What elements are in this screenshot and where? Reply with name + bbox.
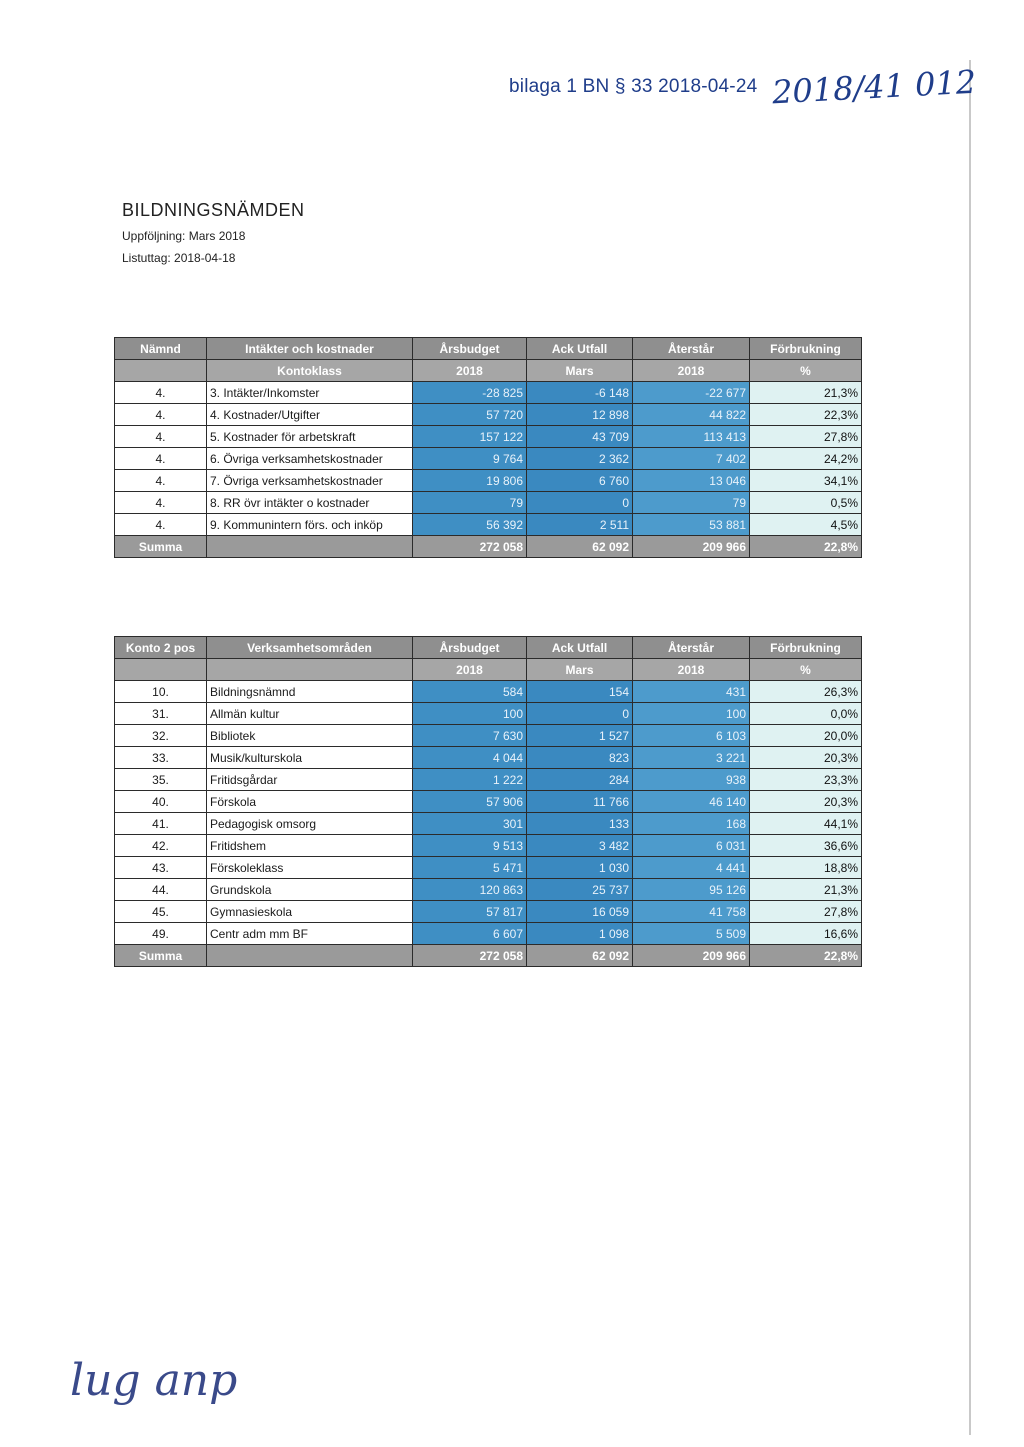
row-name: 7. Övriga verksamhetskostnader [207, 470, 413, 492]
row-name: Förskoleklass [207, 857, 413, 879]
row-remaining: 113 413 [633, 426, 750, 448]
sum-budget: 272 058 [413, 945, 527, 967]
table-row [115, 923, 862, 945]
column-header: Konto 2 pos [115, 637, 207, 659]
column-header: Återstår [633, 338, 750, 360]
row-budget: 79 [413, 492, 527, 514]
table-header-row [115, 338, 862, 360]
column-header: Förbrukning [750, 338, 862, 360]
row-code: 4. [115, 382, 207, 404]
sum-consumption: 22,8% [750, 536, 862, 558]
table-subheader-row [115, 659, 862, 681]
row-code: 49. [115, 923, 207, 945]
table-row [115, 514, 862, 536]
row-budget: 1 222 [413, 769, 527, 791]
row-actual: 0 [527, 703, 633, 725]
column-header: Årsbudget [413, 338, 527, 360]
account-class-table [114, 337, 862, 558]
row-code: 31. [115, 703, 207, 725]
row-remaining: 5 509 [633, 923, 750, 945]
row-actual: 3 482 [527, 835, 633, 857]
row-budget: 157 122 [413, 426, 527, 448]
row-consumption: 27,8% [750, 901, 862, 923]
column-subheader: 2018 [633, 659, 750, 681]
column-subheader: Mars [527, 659, 633, 681]
row-consumption: 36,6% [750, 835, 862, 857]
row-name: Musik/kulturskola [207, 747, 413, 769]
column-subheader: % [750, 659, 862, 681]
row-remaining: 46 140 [633, 791, 750, 813]
row-consumption: 27,8% [750, 426, 862, 448]
table-row [115, 791, 862, 813]
row-remaining: 100 [633, 703, 750, 725]
page-edge-rule [969, 60, 971, 1435]
row-budget: 4 044 [413, 747, 527, 769]
row-consumption: 44,1% [750, 813, 862, 835]
table-row [115, 382, 862, 404]
table-row [115, 901, 862, 923]
row-code: 4. [115, 514, 207, 536]
row-remaining: 6 031 [633, 835, 750, 857]
sum-remaining: 209 966 [633, 945, 750, 967]
column-subheader: Mars [527, 360, 633, 382]
row-actual: 11 766 [527, 791, 633, 813]
sum-actual: 62 092 [527, 945, 633, 967]
row-remaining: 53 881 [633, 514, 750, 536]
row-code: 45. [115, 901, 207, 923]
column-header: Återstår [633, 637, 750, 659]
row-budget: 6 607 [413, 923, 527, 945]
row-budget: -28 825 [413, 382, 527, 404]
row-actual: 154 [527, 681, 633, 703]
table-sum-row [115, 536, 862, 558]
row-name: 4. Kostnader/Utgifter [207, 404, 413, 426]
row-name: 6. Övriga verksamhetskostnader [207, 448, 413, 470]
handwritten-signature: lug anp [70, 1355, 238, 1406]
row-actual: 6 760 [527, 470, 633, 492]
row-budget: 584 [413, 681, 527, 703]
row-budget: 9 764 [413, 448, 527, 470]
row-code: 43. [115, 857, 207, 879]
column-header: Förbrukning [750, 637, 862, 659]
row-consumption: 18,8% [750, 857, 862, 879]
row-actual: 25 737 [527, 879, 633, 901]
table-row [115, 703, 862, 725]
row-actual: 1 030 [527, 857, 633, 879]
column-header: Ack Utfall [527, 637, 633, 659]
row-actual: 284 [527, 769, 633, 791]
row-consumption: 34,1% [750, 470, 862, 492]
row-consumption: 24,2% [750, 448, 862, 470]
attachment-reference: bilaga 1 BN § 33 2018-04-24 [509, 76, 758, 97]
column-header: Verksamhetsområden [207, 637, 413, 659]
table-row [115, 426, 862, 448]
table-row [115, 404, 862, 426]
row-name: Pedagogisk omsorg [207, 813, 413, 835]
row-consumption: 23,3% [750, 769, 862, 791]
row-code: 4. [115, 470, 207, 492]
row-actual: -6 148 [527, 382, 633, 404]
sum-remaining: 209 966 [633, 536, 750, 558]
row-code: 44. [115, 879, 207, 901]
column-header: Intäkter och kostnader [207, 338, 413, 360]
org-title: BILDNINGSNÄMDEN [122, 200, 305, 220]
row-remaining: 44 822 [633, 404, 750, 426]
row-actual: 1 527 [527, 725, 633, 747]
column-subheader: Kontoklass [207, 360, 413, 382]
row-remaining: -22 677 [633, 382, 750, 404]
row-actual: 0 [527, 492, 633, 514]
table-row [115, 769, 862, 791]
row-budget: 7 630 [413, 725, 527, 747]
row-budget: 19 806 [413, 470, 527, 492]
row-consumption: 4,5% [750, 514, 862, 536]
row-actual: 133 [527, 813, 633, 835]
column-header: Ack Utfall [527, 338, 633, 360]
row-actual: 1 098 [527, 923, 633, 945]
table-row [115, 747, 862, 769]
row-remaining: 431 [633, 681, 750, 703]
row-consumption: 20,3% [750, 747, 862, 769]
column-subheader [115, 360, 207, 382]
row-remaining: 938 [633, 769, 750, 791]
row-name: Förskola [207, 791, 413, 813]
row-remaining: 79 [633, 492, 750, 514]
column-subheader: % [750, 360, 862, 382]
sum-actual: 62 092 [527, 536, 633, 558]
table-sum-row [115, 945, 862, 967]
row-code: 4. [115, 404, 207, 426]
row-remaining: 4 441 [633, 857, 750, 879]
row-code: 4. [115, 448, 207, 470]
row-code: 4. [115, 492, 207, 514]
row-budget: 100 [413, 703, 527, 725]
row-code: 35. [115, 769, 207, 791]
row-remaining: 168 [633, 813, 750, 835]
row-name: Fritidsgårdar [207, 769, 413, 791]
sum-name-cell [207, 945, 413, 967]
row-budget: 120 863 [413, 879, 527, 901]
row-code: 40. [115, 791, 207, 813]
column-subheader: 2018 [413, 360, 527, 382]
table-row [115, 492, 862, 514]
row-remaining: 6 103 [633, 725, 750, 747]
row-remaining: 13 046 [633, 470, 750, 492]
row-code: 33. [115, 747, 207, 769]
table-row [115, 813, 862, 835]
row-remaining: 3 221 [633, 747, 750, 769]
column-header: Årsbudget [413, 637, 527, 659]
row-actual: 12 898 [527, 404, 633, 426]
row-actual: 2 511 [527, 514, 633, 536]
row-actual: 16 059 [527, 901, 633, 923]
activity-area-table [114, 636, 862, 967]
sum-label: Summa [115, 536, 207, 558]
column-header: Nämnd [115, 338, 207, 360]
handwritten-case-number: 2018/41 012 [771, 62, 978, 112]
row-name: Gymnasieskola [207, 901, 413, 923]
table-row [115, 470, 862, 492]
row-budget: 5 471 [413, 857, 527, 879]
table-subheader-row [115, 360, 862, 382]
row-code: 32. [115, 725, 207, 747]
row-budget: 9 513 [413, 835, 527, 857]
row-consumption: 20,3% [750, 791, 862, 813]
table-row [115, 835, 862, 857]
row-code: 41. [115, 813, 207, 835]
row-remaining: 41 758 [633, 901, 750, 923]
table-row [115, 681, 862, 703]
row-consumption: 0,0% [750, 703, 862, 725]
followup-period: Uppföljning: Mars 2018 [122, 229, 246, 243]
column-subheader: 2018 [413, 659, 527, 681]
row-budget: 57 720 [413, 404, 527, 426]
row-actual: 43 709 [527, 426, 633, 448]
row-remaining: 95 126 [633, 879, 750, 901]
row-name: Centr adm mm BF [207, 923, 413, 945]
row-code: 4. [115, 426, 207, 448]
row-consumption: 0,5% [750, 492, 862, 514]
sum-label: Summa [115, 945, 207, 967]
row-code: 10. [115, 681, 207, 703]
table-row [115, 879, 862, 901]
row-name: Bibliotek [207, 725, 413, 747]
row-budget: 301 [413, 813, 527, 835]
row-budget: 56 392 [413, 514, 527, 536]
row-name: Grundskola [207, 879, 413, 901]
sum-budget: 272 058 [413, 536, 527, 558]
row-name: 5. Kostnader för arbetskraft [207, 426, 413, 448]
column-subheader: 2018 [633, 360, 750, 382]
row-name: Fritidshem [207, 835, 413, 857]
row-budget: 57 906 [413, 791, 527, 813]
row-consumption: 21,3% [750, 879, 862, 901]
table-row [115, 448, 862, 470]
row-name: 8. RR övr intäkter o kostnader [207, 492, 413, 514]
sum-consumption: 22,8% [750, 945, 862, 967]
table-row [115, 725, 862, 747]
table-header-row [115, 637, 862, 659]
row-code: 42. [115, 835, 207, 857]
row-actual: 2 362 [527, 448, 633, 470]
table-row [115, 857, 862, 879]
row-actual: 823 [527, 747, 633, 769]
row-remaining: 7 402 [633, 448, 750, 470]
column-subheader [115, 659, 207, 681]
row-name: Bildningsnämnd [207, 681, 413, 703]
extract-date: Listuttag: 2018-04-18 [122, 251, 236, 265]
row-consumption: 22,3% [750, 404, 862, 426]
row-consumption: 16,6% [750, 923, 862, 945]
sum-name-cell [207, 536, 413, 558]
row-name: Allmän kultur [207, 703, 413, 725]
row-consumption: 20,0% [750, 725, 862, 747]
column-subheader [207, 659, 413, 681]
row-consumption: 26,3% [750, 681, 862, 703]
row-name: 9. Kommunintern förs. och inköp [207, 514, 413, 536]
row-name: 3. Intäkter/Inkomster [207, 382, 413, 404]
row-consumption: 21,3% [750, 382, 862, 404]
row-budget: 57 817 [413, 901, 527, 923]
